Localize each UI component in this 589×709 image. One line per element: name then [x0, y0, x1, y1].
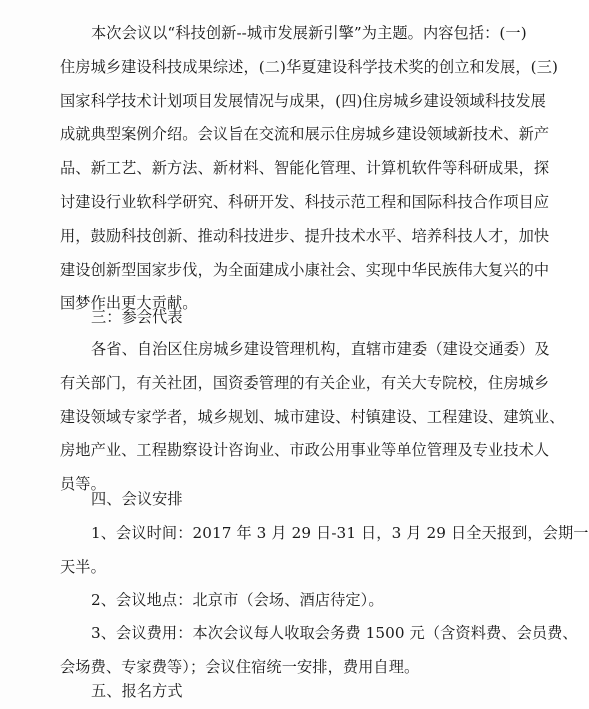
paragraph-line: 3、会议费用：本次会议每人收取会务费 1500 元（含资料费、会员费、 [91, 624, 578, 642]
paragraph-line: 建设领域专家学者，城乡规划、城市建设、村镇建设、工程建设、建筑业、 [60, 407, 565, 426]
paragraph-line: 品、新工艺、新方法、新材料、智能化管理、计算机软件等科研成果，探 [60, 159, 550, 178]
section-heading-registration [60, 675, 464, 709]
paragraph-line: 讨建设行业软科学研究、科研开发、科技示范工程和国际科技合作项目应 [60, 192, 550, 211]
paragraph-line: 国梦作出更大贡献。 [60, 294, 198, 313]
section-heading: 四、会议安排 [91, 490, 183, 508]
meeting-location-paragraph [60, 584, 464, 618]
intro-paragraph [60, 17, 559, 321]
section-heading: 五、报名方式 [91, 682, 183, 700]
paragraph-line: 用，鼓励科技创新、推动科技进步、提升技术水平、培养科技人才，加快 [60, 226, 550, 245]
paragraph-line: 员等。 [60, 475, 106, 494]
paragraph-line: 本次会议以“科技创新--城市发展新引擎”为主题。内容包括：(一) [91, 24, 527, 42]
paragraph-line: 有关部门，有关社团，国资委管理的有关企业，有关大专院校，住房城乡 [60, 373, 550, 392]
paragraph-line: 成就典型案例介绍。会议旨在交流和展示住房城乡建设领域新技术、新产 [60, 125, 550, 144]
paragraph-line: 天半。 [60, 557, 106, 576]
meeting-time-paragraph [60, 517, 589, 585]
paragraph-line: 1、会议时间：2017 年 3 月 29 日-31 日，3 月 29 日全天报到，会期一 [91, 524, 589, 542]
paragraph-line: 2、会议地点：北京市（会场、酒店待定）。 [91, 591, 384, 609]
paragraph-line: 会场费、专家费等）；会议住宿统一安排，费用自理。 [60, 657, 420, 676]
paragraph-line: 各省、自治区住房城乡建设管理机构，直辖市建委（建设交通委）及 [91, 340, 550, 358]
attendees-paragraph [60, 333, 565, 502]
section-heading-attendees [60, 301, 464, 335]
section-heading: 三：参会代表 [91, 308, 183, 326]
paragraph-line: 建设创新型国家步伐，为全面建成小康社会、实现中华民族伟大复兴的中 [60, 260, 550, 279]
paragraph-line: 住房城乡建设科技成果综述，(二)华夏建设科学技术奖的创立和发展，(三) [60, 57, 559, 76]
section-heading-arrangements [60, 483, 464, 517]
paragraph-line: 国家科学技术计划项目发展情况与成果，(四)住房城乡建设领域科技发展 [60, 91, 546, 110]
paragraph-line: 房地产业、工程勘察设计咨询业、市政公用事业等单位管理及专业技术人 [60, 441, 550, 460]
